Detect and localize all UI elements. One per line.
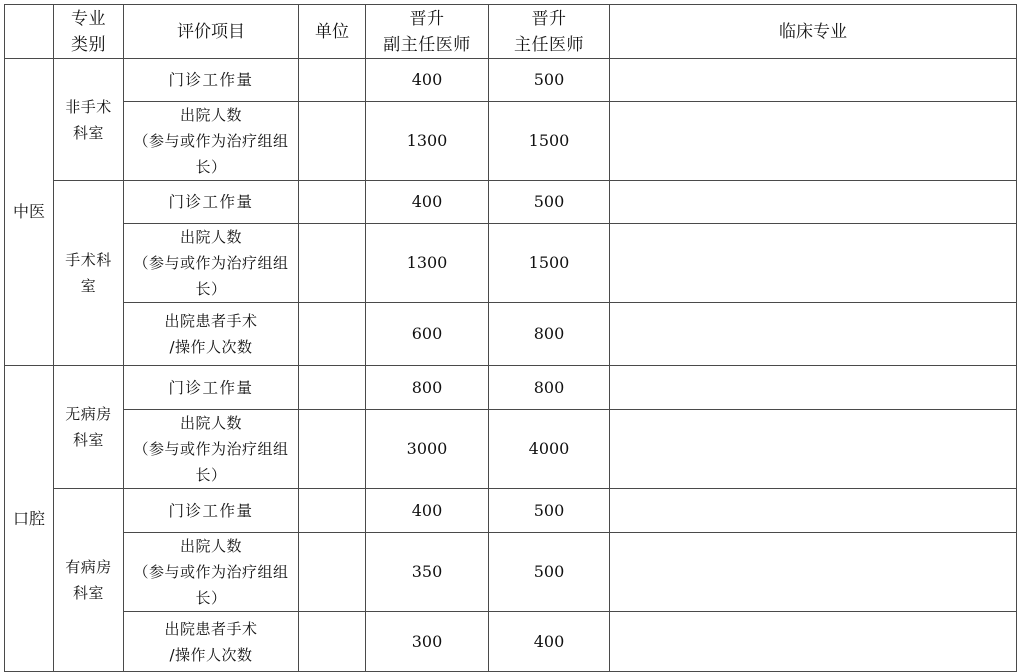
chief-value: 800 bbox=[489, 366, 610, 410]
table-row bbox=[5, 102, 1017, 181]
chief-value: 500 bbox=[489, 59, 610, 102]
deputy-value: 400 bbox=[366, 59, 489, 102]
chief-value: 800 bbox=[489, 303, 610, 366]
chief-value: 400 bbox=[489, 612, 610, 672]
item-cell: 门诊工作量 bbox=[124, 181, 299, 224]
chief-value: 500 bbox=[489, 181, 610, 224]
item-cell: 出院人数 （参与或作为治疗组组长） bbox=[124, 410, 299, 489]
unit-cell bbox=[299, 102, 366, 181]
unit-cell bbox=[299, 303, 366, 366]
header-unit: 单位 bbox=[299, 5, 366, 59]
table-row bbox=[5, 612, 1017, 672]
header-deputy-chief: 晋升 副主任医师 bbox=[366, 5, 489, 59]
clinical-cell bbox=[610, 303, 1017, 366]
item-cell: 出院患者手术 /操作人次数 bbox=[124, 612, 299, 672]
deputy-value: 1300 bbox=[366, 224, 489, 303]
header-row bbox=[5, 5, 1017, 59]
unit-cell bbox=[299, 181, 366, 224]
clinical-cell bbox=[610, 612, 1017, 672]
unit-cell bbox=[299, 533, 366, 612]
item-cell: 出院患者手术 /操作人次数 bbox=[124, 303, 299, 366]
clinical-cell bbox=[610, 533, 1017, 612]
unit-cell bbox=[299, 224, 366, 303]
item-cell: 门诊工作量 bbox=[124, 59, 299, 102]
chief-value: 4000 bbox=[489, 410, 610, 489]
clinical-cell bbox=[610, 489, 1017, 533]
deputy-value: 400 bbox=[366, 181, 489, 224]
chief-value: 500 bbox=[489, 533, 610, 612]
deputy-value: 400 bbox=[366, 489, 489, 533]
deputy-value: 800 bbox=[366, 366, 489, 410]
item-cell: 门诊工作量 bbox=[124, 489, 299, 533]
header-item: 评价项目 bbox=[124, 5, 299, 59]
deputy-value: 350 bbox=[366, 533, 489, 612]
evaluation-table-container bbox=[4, 4, 1017, 672]
item-cell: 出院人数 （参与或作为治疗组组长） bbox=[124, 533, 299, 612]
table-row bbox=[5, 366, 1017, 410]
clinical-cell bbox=[610, 102, 1017, 181]
deputy-value: 600 bbox=[366, 303, 489, 366]
table-row bbox=[5, 303, 1017, 366]
unit-cell bbox=[299, 489, 366, 533]
subgroup-surgical: 手术科 室 bbox=[54, 181, 124, 366]
unit-cell bbox=[299, 59, 366, 102]
chief-value: 1500 bbox=[489, 224, 610, 303]
table-row bbox=[5, 59, 1017, 102]
header-clinical: 临床专业 bbox=[610, 5, 1017, 59]
evaluation-table bbox=[4, 4, 1017, 672]
unit-cell bbox=[299, 612, 366, 672]
header-chief: 晋升 主任医师 bbox=[489, 5, 610, 59]
unit-cell bbox=[299, 410, 366, 489]
item-cell: 出院人数 （参与或作为治疗组组长） bbox=[124, 102, 299, 181]
clinical-cell bbox=[610, 224, 1017, 303]
clinical-cell bbox=[610, 410, 1017, 489]
table-row bbox=[5, 489, 1017, 533]
deputy-value: 300 bbox=[366, 612, 489, 672]
chief-value: 1500 bbox=[489, 102, 610, 181]
table-row bbox=[5, 410, 1017, 489]
clinical-cell bbox=[610, 59, 1017, 102]
clinical-cell bbox=[610, 366, 1017, 410]
header-blank-cell bbox=[5, 5, 54, 59]
unit-cell bbox=[299, 366, 366, 410]
group-tcm: 中医 bbox=[5, 59, 54, 366]
table-row bbox=[5, 533, 1017, 612]
subgroup-nonsurgical: 非手术 科室 bbox=[54, 59, 124, 181]
item-cell: 门诊工作量 bbox=[124, 366, 299, 410]
chief-value: 500 bbox=[489, 489, 610, 533]
subgroup-ward: 有病房 科室 bbox=[54, 489, 124, 672]
clinical-cell bbox=[610, 181, 1017, 224]
table-row bbox=[5, 181, 1017, 224]
group-oral: 口腔 bbox=[5, 366, 54, 672]
item-cell: 出院人数 （参与或作为治疗组组长） bbox=[124, 224, 299, 303]
subgroup-no-ward: 无病房 科室 bbox=[54, 366, 124, 489]
deputy-value: 1300 bbox=[366, 102, 489, 181]
header-category: 专业 类别 bbox=[54, 5, 124, 59]
deputy-value: 3000 bbox=[366, 410, 489, 489]
table-row bbox=[5, 224, 1017, 303]
